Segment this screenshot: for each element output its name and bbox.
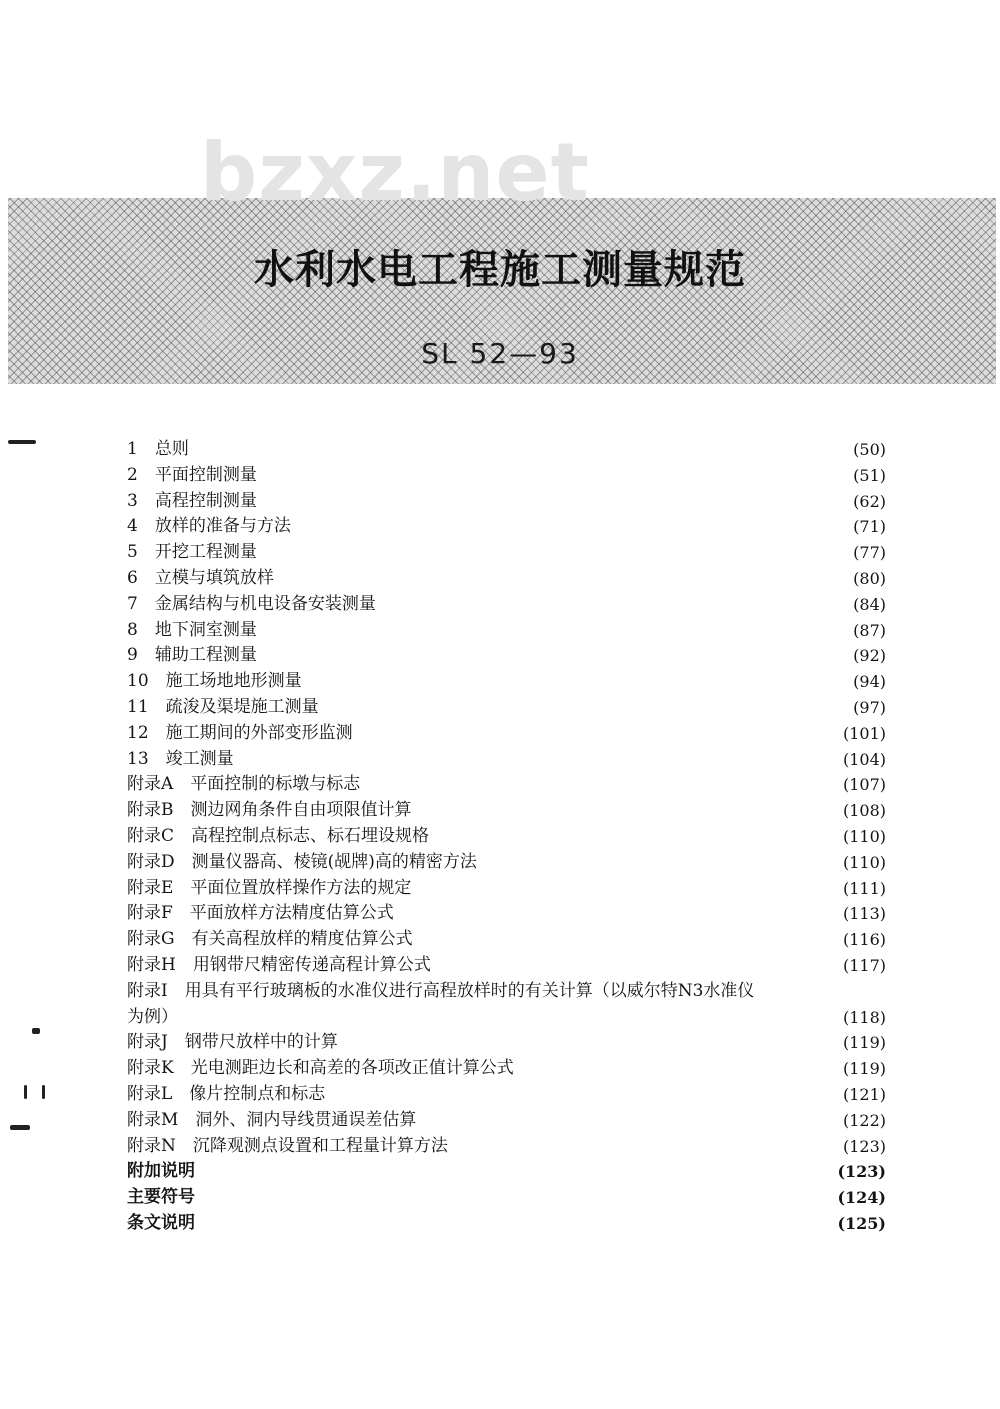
watermark: bzxz.net [200, 126, 590, 219]
toc-entry-title: 10 施工场地地形测量 [127, 671, 302, 692]
toc-entry-title: 主要符号 [127, 1187, 195, 1208]
toc-entry[interactable] [0, 979, 1000, 1031]
toc-entry-page: (51) [853, 465, 886, 485]
toc-entry-title: 附录H 用钢带尺精密传递高程计算公式 [127, 954, 431, 975]
toc-entry-title: 附录M 洞外、洞内导线贯通误差估算 [127, 1109, 417, 1130]
toc-entry[interactable] [0, 540, 1000, 566]
toc-entry[interactable] [0, 669, 1000, 695]
toc-entry-page: (87) [853, 620, 886, 640]
toc-entry-title: 2 平面控制测量 [127, 464, 257, 485]
scan-speck [8, 440, 36, 444]
toc-entry[interactable] [0, 1082, 1000, 1108]
toc-entry-title: 13 竣工测量 [127, 748, 234, 769]
toc-entry-title: 附录J 钢带尺放样中的计算 [127, 1032, 338, 1053]
toc-entry-title: 附录F 平面放样方法精度估算公式 [127, 903, 394, 924]
toc-entry[interactable] [0, 772, 1000, 798]
toc-entry[interactable] [0, 695, 1000, 721]
toc-entry-page: (108) [842, 801, 886, 821]
toc-entry-title: 4 放样的准备与方法 [127, 516, 291, 537]
toc-entry[interactable] [0, 876, 1000, 902]
toc-entry-page: (123) [837, 1162, 886, 1182]
toc-entry-page: (119) [842, 1059, 886, 1079]
toc-entry-title: 6 立模与填筑放样 [127, 567, 274, 588]
toc-entry[interactable] [0, 824, 1000, 850]
toc-entry[interactable] [0, 1185, 1000, 1211]
toc-entry-title: 附录C 高程控制点标志、标石埋设规格 [127, 825, 430, 846]
toc-entry[interactable] [0, 953, 1000, 979]
toc-entry-page: (118) [842, 1007, 886, 1027]
scan-speck [42, 1085, 45, 1099]
toc-entry-page: (110) [842, 852, 886, 872]
toc-entry-page: (101) [842, 723, 886, 743]
toc-entry-page: (123) [842, 1136, 886, 1156]
toc-entry-title: 1 总则 [127, 439, 189, 459]
toc-entry[interactable] [0, 618, 1000, 644]
toc-entry-page: (104) [842, 749, 886, 769]
toc-entry[interactable] [0, 514, 1000, 540]
toc-entry[interactable] [0, 1030, 1000, 1056]
toc-entry-title: 3 高程控制测量 [127, 490, 257, 511]
toc-entry-page: (71) [853, 517, 886, 537]
toc-entry-page: (97) [853, 697, 886, 717]
document-title: 水利水电工程施工测量规范 [254, 246, 746, 293]
toc-entry-page: (119) [842, 1033, 886, 1053]
toc-entry[interactable] [0, 798, 1000, 824]
toc-entry[interactable] [0, 850, 1000, 876]
toc-entry-title: 附录D 测量仪器高、棱镜(觇牌)高的精密方法 [127, 851, 477, 872]
toc-entry-title: 5 开挖工程测量 [127, 542, 257, 563]
toc-entry-title: 附加说明 [127, 1161, 195, 1182]
toc-entry-page: (116) [842, 930, 886, 950]
toc-entry-page: (94) [853, 672, 886, 692]
scan-speck [24, 1085, 27, 1099]
toc-entry-title: 9 辅助工程测量 [127, 645, 257, 666]
toc-entry-page: (92) [853, 646, 886, 666]
toc-entry-page: (121) [842, 1084, 886, 1104]
toc-entry[interactable] [0, 437, 1000, 463]
toc-entry[interactable] [0, 463, 1000, 489]
toc-entry[interactable] [0, 721, 1000, 747]
toc-entry-page: (84) [853, 594, 886, 614]
toc-entry-title: 7 金属结构与机电设备安装测量 [127, 593, 376, 614]
toc-entry[interactable] [0, 1159, 1000, 1185]
scan-speck [32, 1028, 40, 1034]
toc-entry-title: 附录N 沉降观测点设置和工程量计算方法 [127, 1135, 448, 1156]
toc-entry-page: (111) [842, 878, 886, 898]
toc-entry-title: 附录I 用具有平行玻璃板的水准仪进行高程放样时的有关计算（以威尔特N3水准仪为例） [127, 980, 755, 1027]
toc-entry[interactable] [0, 1056, 1000, 1082]
toc-entry-title: 8 地下洞室测量 [127, 619, 257, 640]
toc-entry-title: 附录G 有关高程放样的精度估算公式 [127, 929, 413, 950]
toc-entry-page: (113) [842, 904, 886, 924]
toc-entry-title: 附录E 平面位置放样操作方法的规定 [127, 877, 412, 898]
toc-entry-page: (62) [853, 491, 886, 511]
toc-entry-page: (77) [853, 543, 886, 563]
toc-entry[interactable] [0, 1134, 1000, 1160]
toc-entry[interactable] [0, 901, 1000, 927]
standard-code: SL 52—93 [421, 337, 579, 370]
toc-entry[interactable] [0, 1211, 1000, 1237]
toc-entry-title: 附录L 像片控制点和标志 [127, 1083, 326, 1104]
toc-entry-title: 附录A 平面控制的标墩与标志 [127, 774, 361, 795]
scan-speck [10, 1125, 30, 1130]
toc-entry-title: 11 疏浚及渠堤施工测量 [127, 696, 319, 717]
toc-entry[interactable] [0, 489, 1000, 515]
toc-entry-page: (117) [842, 955, 886, 975]
toc-entry[interactable] [0, 592, 1000, 618]
toc-entry-title: 条文说明 [127, 1212, 195, 1233]
toc-entry[interactable] [0, 1108, 1000, 1134]
toc-entry[interactable] [0, 927, 1000, 953]
toc-entry-page: (122) [842, 1110, 886, 1130]
toc-entry-page: (107) [842, 775, 886, 795]
toc-entry-title: 附录B 测边网角条件自由项限值计算 [127, 800, 412, 821]
toc-entry-page: (125) [837, 1213, 886, 1233]
toc-entry[interactable] [0, 643, 1000, 669]
toc-entry[interactable] [0, 566, 1000, 592]
toc-entry-title: 附录K 光电测距边长和高差的各项改正值计算公式 [127, 1058, 514, 1079]
toc-entry-page: (124) [837, 1188, 886, 1208]
toc-entry[interactable] [0, 747, 1000, 773]
table-of-contents [0, 437, 1000, 1237]
toc-entry-title: 12 施工期间的外部变形监测 [127, 722, 353, 743]
toc-entry-page: (110) [842, 826, 886, 846]
toc-entry-page: (80) [853, 568, 886, 588]
toc-entry-page: (50) [853, 440, 886, 459]
